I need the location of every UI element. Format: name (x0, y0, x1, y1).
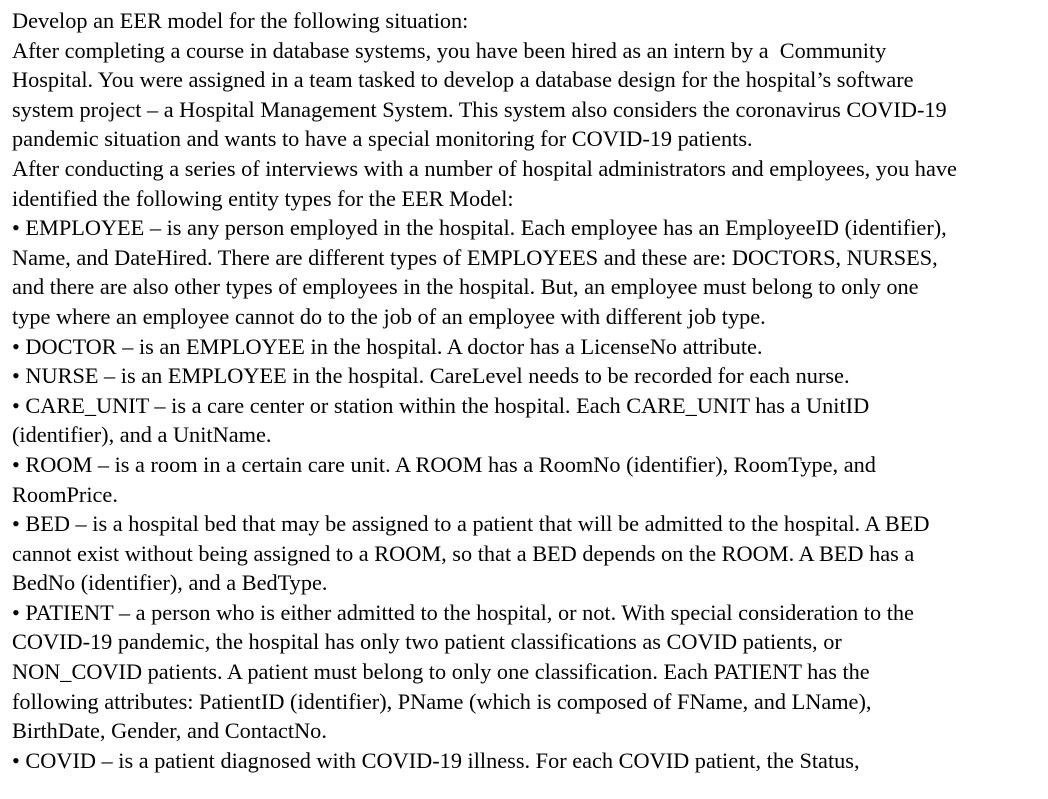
bullet-bed-line: cannot exist without being assigned to a ROOM, so that a BED depends on the ROOM. A BED has a (12, 540, 915, 566)
bullet-employee-line: Name, and DateHired. There are different types of EMPLOYEES and these are: DOCTORS, NURSES, (12, 244, 938, 270)
paragraph-line: After conducting a series of interviews with a number of hospital administrators and employees, you have (12, 155, 957, 181)
paragraph-line: After completing a course in database systems, you have been hired as an intern by a Community (12, 37, 887, 63)
bullet-care-unit-line: • CARE_UNIT – is a care center or station within the hospital. Each CARE_UNIT has a UnitID (12, 392, 870, 418)
bullet-employee-line: and there are also other types of employees in the hospital. But, an employee must belong to only one (12, 274, 919, 300)
bullet-covid-line: • COVID – is a patient diagnosed with COVID-19 illness. For each COVID patient, the Status, (12, 747, 860, 773)
paragraph-line: identified the following entity types for the EER Model: (12, 185, 514, 211)
bullet-bed-line: BedNo (identifier), and a BedType. (12, 570, 328, 596)
paragraph-line: Hospital. You were assigned in a team tasked to develop a database design for the hospital’s software (12, 67, 914, 93)
heading-line: Develop an EER model for the following situation: (12, 8, 469, 33)
bullet-care-unit-line: (identifier), and a UnitName. (12, 422, 272, 448)
bullet-room-line: • ROOM – is a room in a certain care unit. A ROOM has a RoomNo (identifier), RoomType, and (12, 451, 876, 477)
bullet-nurse-line: • NURSE – is an EMPLOYEE in the hospital. CareLevel needs to be recorded for each nurse. (12, 363, 850, 389)
bullet-patient-line: COVID-19 pandemic, the hospital has only two patient classifications as COVID patients, or (12, 629, 842, 655)
bullet-bed-line: • BED – is a hospital bed that may be assigned to a patient that will be admitted to the hospital. A BED (12, 511, 930, 537)
bullet-doctor-line: • DOCTOR – is an EMPLOYEE in the hospital. A doctor has a LicenseNo attribute. (12, 333, 763, 359)
bullet-patient-line: following attributes: PatientID (identifier), PName (which is composed of FName, and LName), (12, 688, 872, 714)
bullet-patient-line: NON_COVID patients. A patient must belong to only one classification. Each PATIENT has the (12, 659, 870, 685)
bullet-room-line: RoomPrice. (12, 481, 118, 507)
bullet-employee-line: • EMPLOYEE – is any person employed in the hospital. Each employee has an EmployeeID (identifier), (12, 215, 947, 241)
paragraph-line: system project – a Hospital Management System. This system also considers the coronavirus COVID-19 (12, 96, 947, 122)
bullet-patient-line: • PATIENT – a person who is either admitted to the hospital, or not. With special consideration to the (12, 599, 914, 625)
bullet-patient-line: BirthDate, Gender, and ContactNo. (12, 718, 327, 744)
paragraph-line: pandemic situation and wants to have a special monitoring for COVID-19 patients. (12, 126, 753, 152)
bullet-employee-line: type where an employee cannot do to the job of an employee with different job type. (12, 303, 766, 329)
